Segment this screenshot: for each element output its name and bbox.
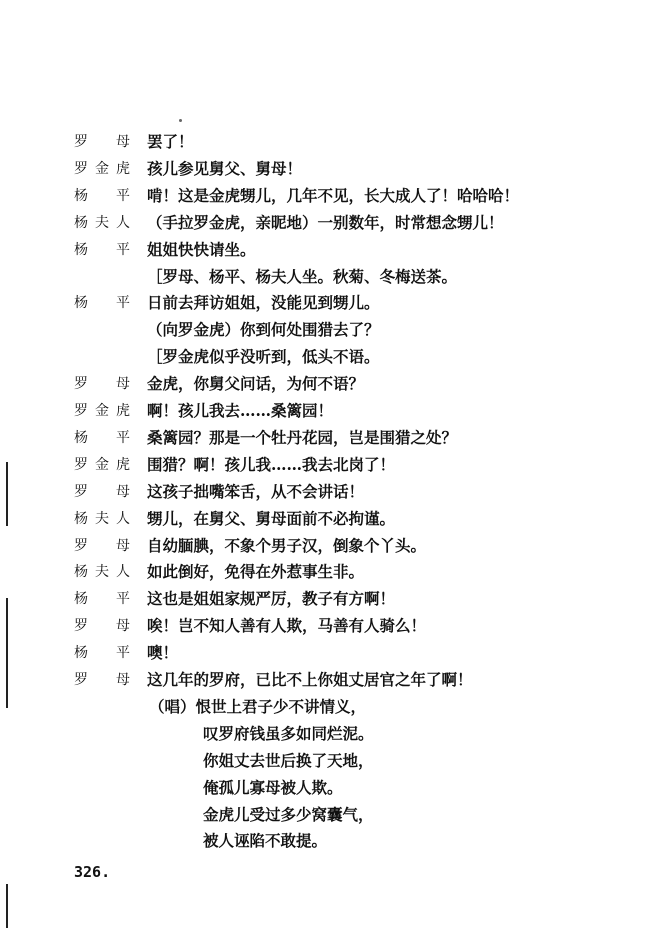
script-line: [0, 425, 655, 451]
script-line: [0, 506, 655, 532]
script-line: [0, 640, 655, 666]
speaker-name: 杨夫人: [74, 511, 130, 527]
dialogue-text: 这孩子拙嘴笨舌，从不会讲话！: [147, 482, 365, 501]
dialogue-text: 围猎？啊！孩儿我……我去北岗了！: [147, 455, 396, 474]
dialogue-text: 自幼腼腆，不象个男子汉，倒象个丫头。: [147, 536, 427, 555]
script-line: [0, 371, 655, 397]
dialogue-text: （手拉罗金虎，亲昵地）一别数年，时常想念甥儿！: [147, 213, 504, 232]
dialogue-text: 日前去拜访姐姐，没能见到甥儿。: [147, 293, 380, 312]
speaker-name: 罗金虎: [74, 457, 130, 473]
sung-verse: 被人诬陷不敢提。: [203, 831, 328, 850]
script-line: [0, 344, 655, 370]
speaker-name: 杨 平: [74, 591, 130, 607]
dialogue-text: 唉！岂不知人善有人欺，马善有人骑么！: [147, 616, 427, 635]
script-line: [0, 129, 655, 155]
speaker-name: 杨 平: [74, 645, 130, 661]
script-line: [0, 613, 655, 639]
speaker-name: 罗金虎: [74, 403, 130, 419]
script-line: [0, 721, 655, 747]
speaker-name: 杨 平: [74, 430, 130, 446]
sung-verse: （唱）恨世上君子少不讲情义，: [149, 697, 367, 716]
script-line: [0, 586, 655, 612]
speaker-name: 罗 母: [74, 484, 130, 500]
dialogue-text: 这几年的罗府，已比不上你姐丈居官之年了啊！: [147, 670, 473, 689]
speaker-name: 杨夫人: [74, 215, 130, 231]
stage-direction: （向罗金虎）你到何处围猎去了？: [147, 320, 380, 339]
speaker-name: 罗 母: [74, 134, 130, 150]
speaker-name: 罗 母: [74, 538, 130, 554]
sung-verse: 你姐丈去世后换了天地，: [203, 751, 374, 770]
margin-rule-lower: [6, 884, 8, 928]
script-line: [0, 775, 655, 801]
script-line: [0, 210, 655, 236]
script-line: [0, 398, 655, 424]
stage-direction: ［罗母、杨平、杨夫人坐。秋菊、冬梅送茶。: [147, 267, 458, 286]
script-line: [0, 828, 655, 854]
dialogue-text: 如此倒好，免得在外惹事生非。: [147, 562, 365, 581]
dialogue-text: 桑篱园？那是一个牡丹花园，岂是围猎之处？: [147, 428, 458, 447]
speaker-name: 罗 母: [74, 376, 130, 392]
script-line: [0, 237, 655, 263]
page-number: 326.: [74, 863, 111, 881]
speaker-name: 杨 平: [74, 188, 130, 204]
dialogue-text: 噢！: [147, 643, 179, 662]
script-line: [0, 667, 655, 693]
script-line: [0, 694, 655, 720]
dialogue-text: 罢了！: [147, 132, 194, 151]
script-line: [0, 452, 655, 478]
speaker-name: 罗 母: [74, 618, 130, 634]
script-line: [0, 290, 655, 316]
dialogue-text: 这也是姐姐家规严厉，教子有方啊！: [147, 589, 396, 608]
script-line: [0, 317, 655, 343]
speaker-name: 杨 平: [74, 242, 130, 258]
dialogue-text: 啊！孩儿我去……桑篱园！: [147, 401, 334, 420]
sung-verse: 叹罗府钱虽多如同烂泥。: [203, 724, 374, 743]
speaker-name: 杨 平: [74, 295, 130, 311]
script-line: [0, 802, 655, 828]
dialogue-text: 啃！这是金虎甥儿，几年不见，长大成人了！哈哈哈！: [147, 186, 520, 205]
speaker-name: 杨夫人: [74, 564, 130, 580]
sung-verse: 俺孤儿寡母被人欺。: [203, 778, 343, 797]
script-line: [0, 748, 655, 774]
sung-verse: 金虎儿受过多少窝囊气，: [203, 805, 374, 824]
dialogue-text: 姐姐快快请坐。: [147, 240, 256, 259]
dialogue-text: 孩儿参见舅父、舅母！: [147, 159, 303, 178]
script-line: [0, 264, 655, 290]
script-line: [0, 533, 655, 559]
dialogue-text: 金虎，你舅父问话，为何不语？: [147, 374, 365, 393]
speaker-name: 罗 母: [74, 672, 130, 688]
script-line: [0, 156, 655, 182]
script-line: [0, 479, 655, 505]
script-line: [0, 559, 655, 585]
script-line: [0, 183, 655, 209]
speaker-name: 罗金虎: [74, 161, 130, 177]
stage-direction: ［罗金虎似乎没听到，低头不语。: [147, 347, 380, 366]
dialogue-text: 甥儿，在舅父、舅母面前不必拘谨。: [147, 509, 396, 528]
print-speck: [179, 119, 182, 122]
